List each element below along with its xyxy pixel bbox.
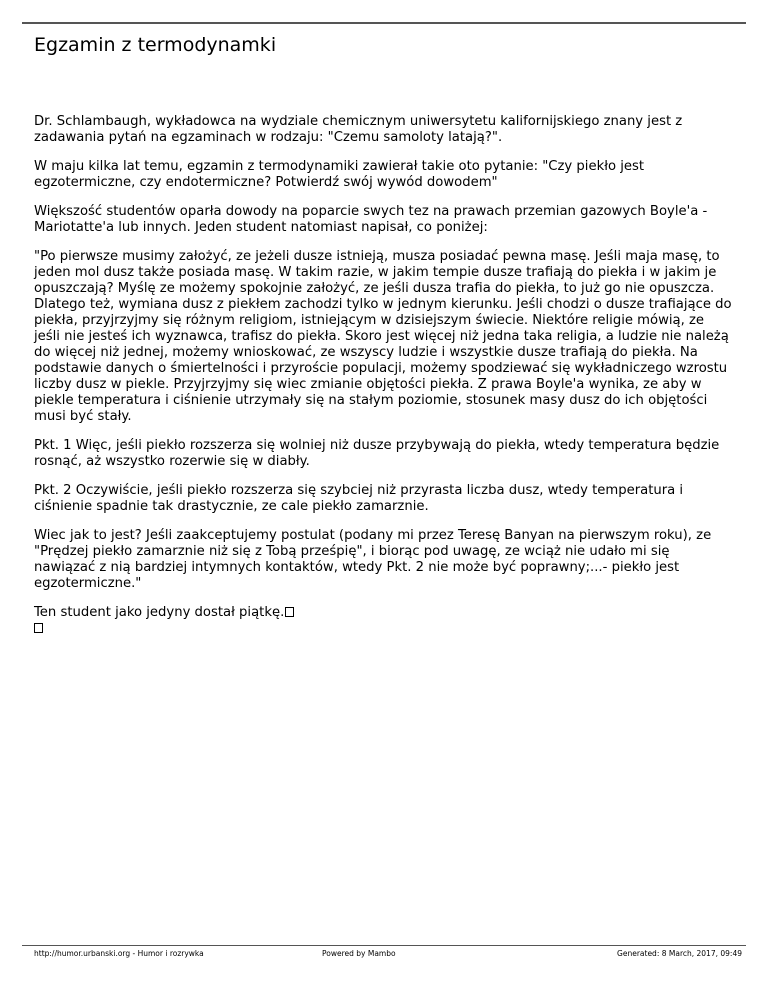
footer-powered-by: Powered by Mambo (322, 949, 396, 958)
paragraph-students: Większość studentów oparła dowody na poparcie swych tez na prawach przemian gazowych Boyle'a - Mariotatte'a lub innych. Jeden student natomiast napisał, co poniżej: (34, 204, 708, 235)
paragraph-conclusion: Wiec jak to jest? Jeśli zaakceptujemy postulat (podany mi przez Teresę Banyan na pierwszym roku), ze "Prędzej piekło zamarznie niż się z Tobą prześpię", i biorąc pod uwagę, ze wciąż nie udało mi się nawiązać z nią bardziej intymnych kontaktów, wtedy Pkt. 2 nie może być poprawny;...- piekło jest egzotermiczne." (34, 528, 712, 591)
paragraph-exam-question: W maju kilka lat temu, egzamin z termodynamiki zawierał takie oto pytanie: "Czy piekło jest egzotermiczne, czy endotermiczne? Potwierdź swój wywód dowodem" (34, 159, 645, 190)
header-divider (22, 22, 746, 24)
paragraph-point-2: Pkt. 2 Oczywiście, jeśli piekło rozszerza się szybciej niż przyrasta liczba dusz, wtedy temperatura i ciśnienie spadnie tak drastycznie, ze cale piekło zamarznie. (34, 483, 684, 514)
paragraph-intro: Dr. Schlambaugh, wykładowca na wydziale chemicznym uniwersytetu kalifornijskiego znany jest z zadawania pytań na egzaminach w rodzaju: "Czemu samoloty latają?". (34, 114, 683, 145)
article-body (34, 114, 734, 637)
closing-text: Ten student jako jedyny dostał piątkę. (34, 605, 285, 620)
footer-site-link[interactable]: http://humor.urbanski.org - Humor i rozrywka (34, 949, 204, 958)
missing-glyph-icon (34, 623, 43, 633)
paragraph-student-answer: "Po pierwsze musimy założyć, ze jeżeli dusze istnieją, musza posiadać pewna masę. Jeśli maja masę, to jeden mol dusz także posiada masę. W takim razie, w jakim tempie dusze trafiają do piekła i w jakim je opuszczają? Myślę ze możemy spokojnie założyć, ze jeśli dusza trafia do piekła, to już go nie opuszcza. Dlatego też, wymiana dusz z piekłem zachodzi tylko w jednym kierunku. Jeśli chodzi o dusze trafiające do piekła, przyjrzyjmy się różnym religiom, istniejącym w dzisiejszym świecie. Niektóre religie mówią, ze jeśli nie jesteś ich wyznawca, trafisz do piekła. Skoro jest więcej niż jedna taka religia, a ludzie nie należą do więcej niż jednej, możemy wnioskować, ze wszyscy ludzie i wszystkie dusze trafiają do piekła. Na podstawie danych o śmiertelności i przyroście populacji, możemy spodziewać się wykładniczego wzrostu liczby dusz w piekle. Przyjrzyjmy się wiec zmianie objętości piekła. Z prawa Boyle'a wynika, ze aby w piekle temperatura i ciśnienie utrzymały się na stałym poziomie, stosunek masy dusz do ich objętości musi być stały. (34, 249, 732, 424)
footer-divider (22, 945, 746, 946)
trailing-glyph-line (34, 621, 734, 637)
page-title: Egzamin z termodynamki (34, 34, 277, 56)
footer-generated-date: Generated: 8 March, 2017, 09:49 (617, 949, 742, 958)
missing-glyph-icon (285, 607, 294, 617)
closing-line (34, 605, 734, 621)
paragraph-point-1: Pkt. 1 Więc, jeśli piekło rozszerza się wolniej niż dusze przybywają do piekła, wtedy temperatura będzie rosnąć, aż wszystko rozerwie się w diabły. (34, 438, 720, 469)
